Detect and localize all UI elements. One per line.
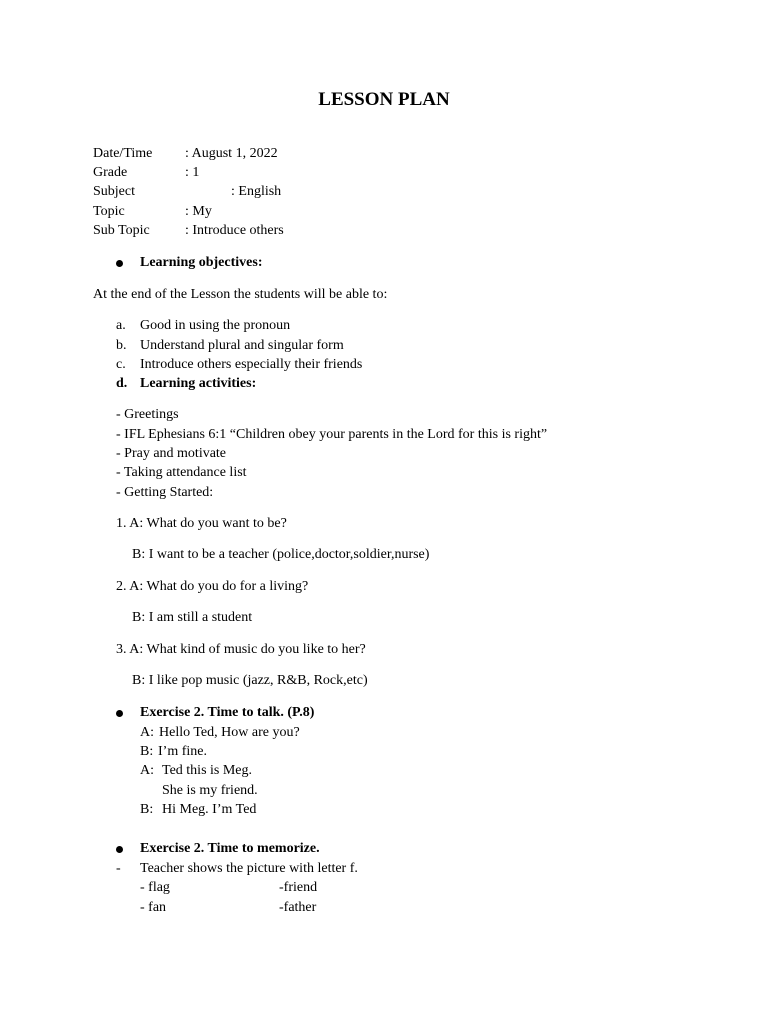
talk-line: I’m fine. bbox=[158, 744, 207, 759]
exercise-talk-heading: Exercise 2. Time to talk. (P.8) bbox=[140, 705, 315, 720]
list-item: - Pray and motivate bbox=[116, 446, 227, 461]
word-item: -friend bbox=[279, 880, 318, 895]
memorize-instruction: Teacher shows the picture with letter f. bbox=[140, 861, 358, 876]
bullet-icon bbox=[116, 710, 123, 717]
speaker-label: A: bbox=[140, 763, 154, 778]
word-item: -father bbox=[279, 900, 317, 915]
dash-marker: - bbox=[116, 861, 121, 876]
bullet-icon bbox=[116, 846, 123, 853]
list-item-marker: a. bbox=[116, 318, 126, 333]
list-item: Good in using the pronoun bbox=[140, 318, 291, 333]
info-value-datetime: : August 1, 2022 bbox=[185, 146, 278, 161]
speaker-label: A: bbox=[140, 725, 154, 740]
speaker-label: B: bbox=[140, 802, 154, 817]
list-item: - IFL Ephesians 6:1 “Children obey your parents in the Lord for this is right” bbox=[116, 427, 548, 442]
page-title: LESSON PLAN bbox=[318, 89, 450, 110]
word-item: - fan bbox=[140, 900, 167, 915]
list-item-activities-heading: Learning activities: bbox=[140, 376, 257, 391]
dialogue-question: 2. A: What do you do for a living? bbox=[116, 579, 309, 594]
exercise-memorize-heading: Exercise 2. Time to memorize. bbox=[140, 841, 320, 856]
list-item: Introduce others especially their friends bbox=[140, 357, 363, 372]
info-value-subtopic: : Introduce others bbox=[185, 223, 284, 238]
bullet-icon bbox=[116, 260, 123, 267]
word-item: - flag bbox=[140, 880, 170, 895]
info-value-subject: : English bbox=[231, 184, 282, 199]
info-label-subject: Subject bbox=[93, 184, 135, 199]
talk-line: Hello Ted, How are you? bbox=[159, 725, 300, 740]
info-label-grade: Grade bbox=[93, 165, 128, 180]
info-label-subtopic: Sub Topic bbox=[93, 223, 150, 238]
dialogue-answer: B: I like pop music (jazz, R&B, Rock,etc) bbox=[132, 673, 368, 688]
list-item: - Getting Started: bbox=[116, 485, 214, 500]
list-item: Understand plural and singular form bbox=[140, 338, 344, 353]
dialogue-answer: B: I want to be a teacher (police,doctor,soldier,nurse) bbox=[132, 547, 430, 562]
dialogue-question: 3. A: What kind of music do you like to her? bbox=[116, 642, 366, 657]
talk-line: Hi Meg. I’m Ted bbox=[162, 802, 257, 817]
dialogue-answer: B: I am still a student bbox=[132, 610, 253, 625]
talk-line: She is my friend. bbox=[162, 783, 258, 798]
speaker-label: B: bbox=[140, 744, 154, 759]
list-item: - Greetings bbox=[116, 407, 179, 422]
intro-line: At the end of the Lesson the students will be able to: bbox=[93, 287, 388, 302]
dialogue-question: 1. A: What do you want to be? bbox=[116, 516, 287, 531]
list-item-marker: d. bbox=[116, 376, 128, 391]
objectives-heading: Learning objectives: bbox=[140, 255, 263, 270]
info-label-topic: Topic bbox=[93, 204, 125, 219]
talk-line: Ted this is Meg. bbox=[162, 763, 253, 778]
list-item-marker: b. bbox=[116, 338, 127, 353]
info-label-datetime: Date/Time bbox=[93, 146, 153, 161]
info-value-topic: : My bbox=[185, 204, 212, 219]
info-value-grade: : 1 bbox=[185, 165, 200, 180]
list-item-marker: c. bbox=[116, 357, 126, 372]
list-item: - Taking attendance list bbox=[116, 465, 247, 480]
